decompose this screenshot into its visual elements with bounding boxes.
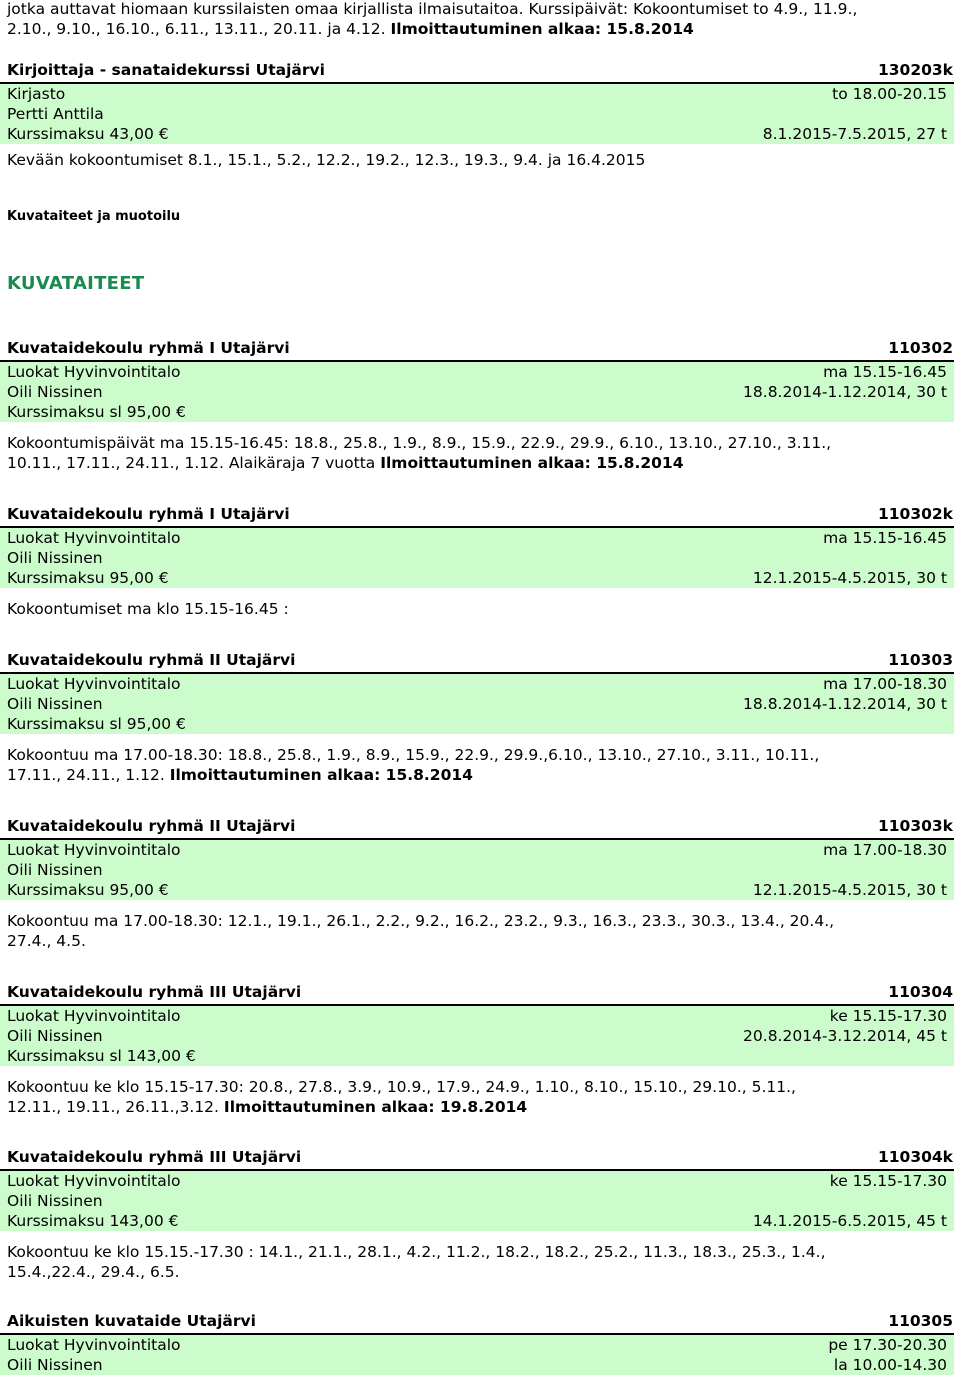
course-title: Kuvataidekoulu ryhmä II Utajärvi [7,817,296,835]
course-note [7,746,953,785]
course-details [0,526,954,588]
detail-right: 12.1.2015-4.5.2015, 30 t [752,881,947,899]
course-detail-row [7,382,947,402]
course-note-line: Kokoontuu ke klo 15.15-17.30: 20.8., 27.8., 3.9., 10.9., 17.9., 24.9., 1.10., 8.10., 15.10., 29.10., 5.11., [7,1078,796,1096]
course-title: Kuvataidekoulu ryhmä II Utajärvi [7,651,296,669]
course-detail-row [7,1335,947,1355]
detail-left: Luokat Hyvinvointitalo [7,529,181,547]
course-note-line: 10.11., 17.11., 24.11., 1.12. Alaikäraja 7 vuotta Ilmoittautuminen alkaa: 15.8.2014 [7,453,684,472]
detail-right: ma 15.15-16.45 [823,529,947,547]
course-detail-row [7,548,947,568]
course-note [7,1078,953,1117]
course-code: 130203k [877,61,953,79]
course-note-line: Kokoontumispäivät ma 15.15-16.45: 18.8., 25.8., 1.9., 8.9., 15.9., 22.9., 29.9., 6.10., 13.10., 27.10., 3.11., [7,434,832,452]
course-block [0,649,954,785]
course-title: Kirjoittaja - sanataidekurssi Utajärvi [7,61,325,79]
course-detail-row [7,674,947,694]
detail-left: Oili Nissinen [7,1192,103,1210]
course-details [0,82,954,144]
detail-right: ke 15.15-17.30 [829,1007,947,1025]
detail-right: to 18.00-20.15 [832,85,947,103]
detail-left: Luokat Hyvinvointitalo [7,1172,181,1190]
course-note [7,600,953,620]
detail-right: la 10.00-14.30 [833,1356,947,1374]
detail-left: Kurssimaksu sl 95,00 € [7,403,186,421]
detail-right: ma 17.00-18.30 [823,841,947,859]
course-header [0,649,954,672]
course-title: Aikuisten kuvataide Utajärvi [7,1312,256,1330]
course-block [0,1310,954,1375]
detail-left: Oili Nissinen [7,861,103,879]
detail-right: ke 15.15-17.30 [829,1172,947,1190]
intro-line-2: 2.10., 9.10., 16.10., 6.11., 13.11., 20.11. ja 4.12. Ilmoittautuminen alkaa: 15.8.2014 [7,19,694,38]
detail-right: 8.1.2015-7.5.2015, 27 t [762,125,947,143]
detail-left: Luokat Hyvinvointitalo [7,675,181,693]
course-code: 110302k [877,505,953,523]
course-note-line: 17.11., 24.11., 1.12. Ilmoittautuminen alkaa: 15.8.2014 [7,765,473,784]
course-header [0,981,954,1004]
detail-left: Luokat Hyvinvointitalo [7,1336,181,1354]
course-note-line: 27.4., 4.5. [7,931,86,950]
course-block [0,337,954,473]
section-subtitle: Kuvataiteet ja muotoilu [7,209,181,224]
course-details [0,672,954,734]
course-code: 110303k [877,817,953,835]
course-details [0,1333,954,1375]
detail-left: Luokat Hyvinvointitalo [7,1007,181,1025]
section-heading: KUVATAITEET [7,273,145,294]
course-note-line: Kokoontuu ma 17.00-18.30: 18.8., 25.8., 1.9., 8.9., 15.9., 22.9., 29.9.,6.10., 13.10., 27.10., 3.11., 10.11., [7,746,820,764]
course-title: Kuvataidekoulu ryhmä I Utajärvi [7,505,290,523]
detail-left: Oili Nissinen [7,695,103,713]
detail-right: 12.1.2015-4.5.2015, 30 t [752,569,947,587]
course-note [7,1243,953,1282]
course-note-line: Kokoontuu ke klo 15.15.-17.30 : 14.1., 21.1., 28.1., 4.2., 11.2., 18.2., 18.2., 25.2., 11.3., 18.3., 25.3., 1.4., [7,1243,826,1261]
course-header [0,59,954,82]
course-detail-row [7,104,947,124]
course-title: Kuvataidekoulu ryhmä III Utajärvi [7,983,302,1001]
detail-right: ma 17.00-18.30 [823,675,947,693]
detail-right: pe 17.30-20.30 [828,1336,947,1354]
course-detail-row [7,1006,947,1026]
detail-left: Luokat Hyvinvointitalo [7,841,181,859]
detail-left: Kurssimaksu 143,00 € [7,1212,179,1230]
detail-right: 20.8.2014-3.12.2014, 45 t [743,1027,947,1045]
course-header [0,1310,954,1333]
detail-left: Kurssimaksu 43,00 € [7,125,169,143]
course-detail-row [7,694,947,714]
course-header [0,1146,954,1169]
course-details [0,360,954,422]
course-title: Kuvataidekoulu ryhmä III Utajärvi [7,1148,302,1166]
course-detail-row [7,568,947,588]
detail-right: 18.8.2014-1.12.2014, 30 t [743,383,947,401]
course-note [7,912,953,951]
course-detail-row [7,1171,947,1191]
course-code: 110305 [888,1312,953,1330]
course-note [7,151,953,171]
course-code: 110304 [888,983,953,1001]
detail-right: ma 15.15-16.45 [823,363,947,381]
course-block [0,815,954,951]
detail-left: Kurssimaksu sl 143,00 € [7,1047,196,1065]
intro-line-1: jotka auttavat hiomaan kurssilaisten omaa kirjallista ilmaisutaitoa. Kurssipäivät: Kokoontumiset to 4.9., 11.9., [7,0,858,18]
course-note [7,434,953,473]
course-note-line: Kokoontumiset ma klo 15.15-16.45 : [7,600,289,618]
detail-right: 18.8.2014-1.12.2014, 30 t [743,695,947,713]
course-header [0,815,954,838]
course-note-line: 12.11., 19.11., 26.11.,3.12. Ilmoittautuminen alkaa: 19.8.2014 [7,1097,528,1116]
course-code: 110304k [877,1148,953,1166]
detail-left: Kurssimaksu sl 95,00 € [7,715,186,733]
course-detail-row [7,840,947,860]
course-detail-row [7,402,947,422]
course-detail-row [7,860,947,880]
course-block [0,1146,954,1282]
course-detail-row [7,1191,947,1211]
course-code: 110303 [888,651,953,669]
course-detail-row [7,84,947,104]
intro-text [7,0,953,39]
course-header [0,503,954,526]
detail-left: Kurssimaksu 95,00 € [7,569,169,587]
detail-left: Oili Nissinen [7,549,103,567]
detail-left: Oili Nissinen [7,1356,103,1374]
course-code: 110302 [888,339,953,357]
detail-left: Pertti Anttila [7,105,104,123]
course-block [0,503,954,620]
detail-left: Kirjasto [7,85,66,103]
course-header [0,337,954,360]
course-note-line: 15.4.,22.4., 29.4., 6.5. [7,1262,180,1281]
course-details [0,1169,954,1231]
detail-left: Luokat Hyvinvointitalo [7,363,181,381]
course-detail-row [7,362,947,382]
course-block [0,981,954,1117]
detail-left: Oili Nissinen [7,1027,103,1045]
course-detail-row [7,1355,947,1375]
course-detail-row [7,124,947,144]
course-detail-row [7,528,947,548]
course-note-line: Kokoontuu ma 17.00-18.30: 12.1., 19.1., 26.1., 2.2., 9.2., 16.2., 23.2., 9.3., 16.3., 23.3., 30.3., 13.4., 20.4., [7,912,835,930]
course-title: Kuvataidekoulu ryhmä I Utajärvi [7,339,290,357]
course-detail-row [7,1211,947,1231]
detail-right: 14.1.2015-6.5.2015, 45 t [752,1212,947,1230]
course-detail-row [7,714,947,734]
detail-left: Oili Nissinen [7,383,103,401]
course-detail-row [7,1026,947,1046]
course-detail-row [7,1046,947,1066]
course-block [0,59,954,171]
course-note-line: Kevään kokoontumiset 8.1., 15.1., 5.2., 12.2., 19.2., 12.3., 19.3., 9.4. ja 16.4.2015 [7,151,646,169]
course-detail-row [7,880,947,900]
detail-left: Kurssimaksu 95,00 € [7,881,169,899]
course-details [0,1004,954,1066]
course-details [0,838,954,900]
